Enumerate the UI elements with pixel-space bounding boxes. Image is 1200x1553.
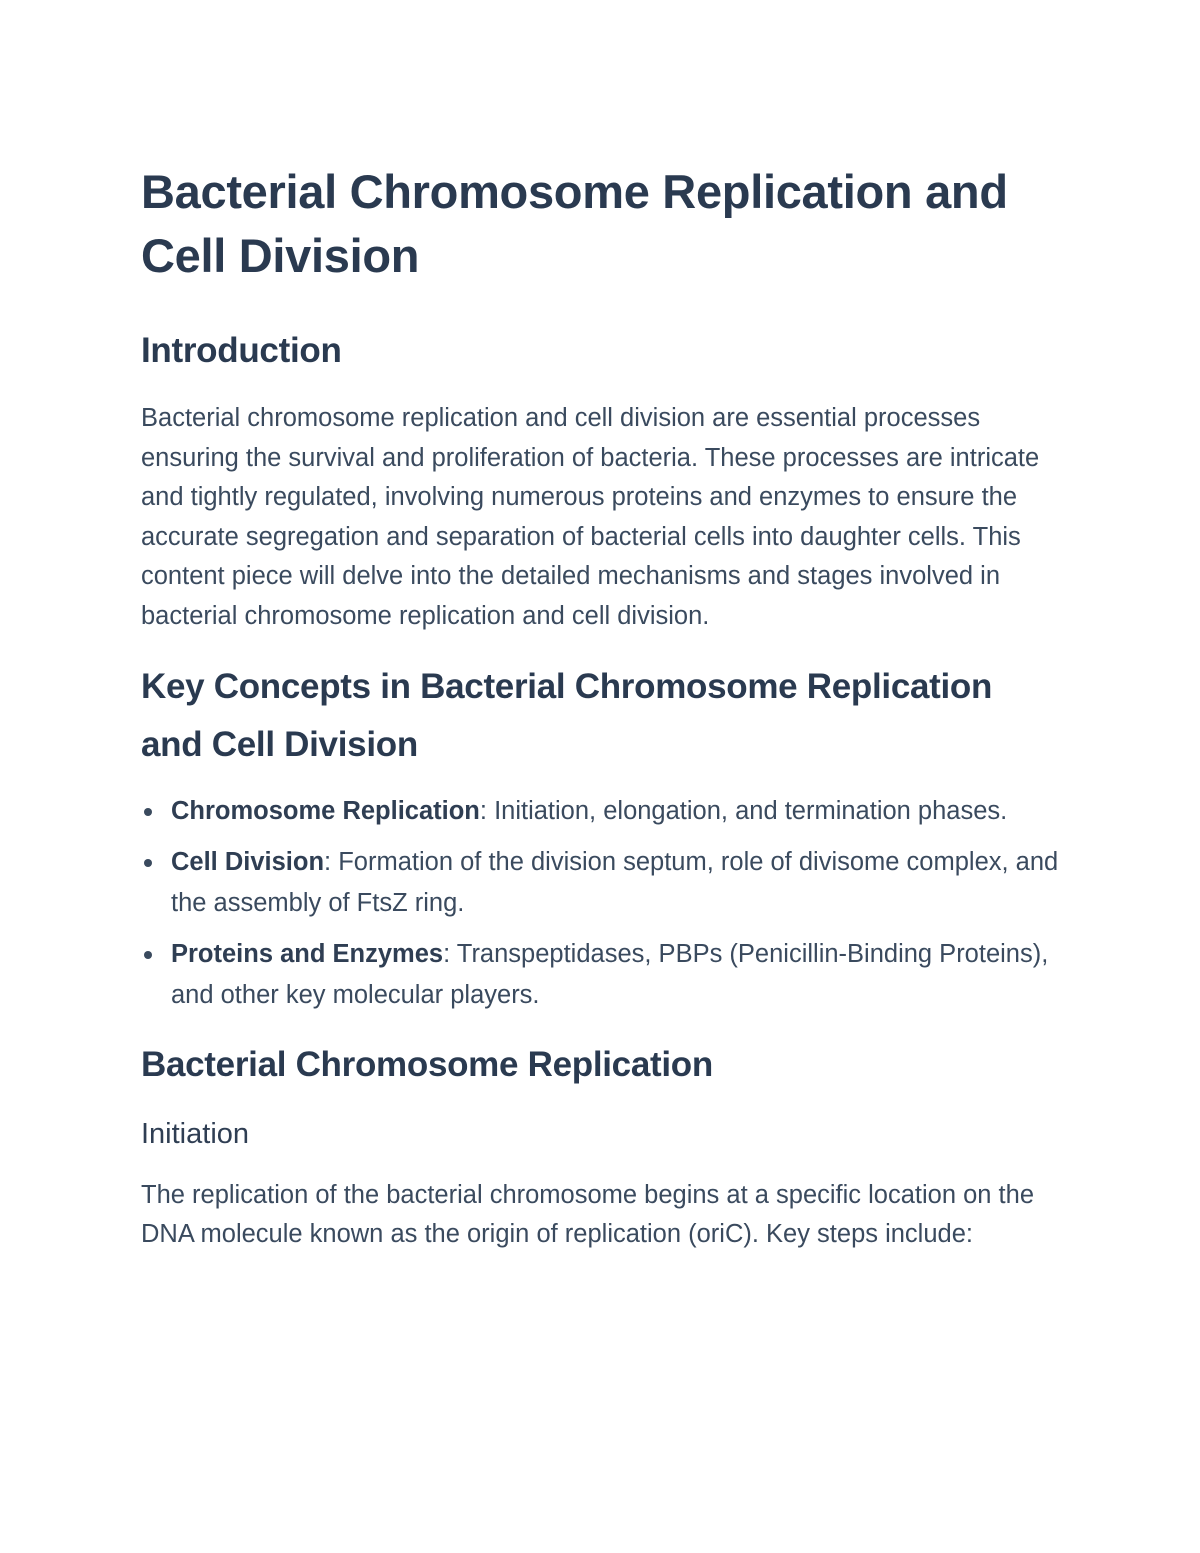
list-item-text: Formation of the division septum, role of divisome complex, and the assembly of FtsZ ring. <box>171 847 1059 917</box>
list-item <box>141 791 1061 832</box>
list-item-text: Transpeptidases, PBPs (Penicillin-Binding Proteins), and other key molecular players. <box>171 939 1049 1009</box>
bullet-icon <box>144 808 152 816</box>
bullet-icon <box>144 951 152 959</box>
key-concepts-list <box>141 791 1061 1016</box>
initiation-paragraph: The replication of the bacterial chromosome begins at a specific location on the DNA molecule known as the origin of replication (oriC). Key steps include: <box>141 1180 1034 1249</box>
list-item-separator: : <box>443 939 451 968</box>
introduction-paragraph: Bacterial chromosome replication and cell division are essential processes ensuring the survival and proliferation of bacteria. These processes are intricate and tightly regulated, involving numerous proteins and enzymes to ensure the accurate segregation and separation of bacterial cells into daughter cells. This content piece will delve into the detailed mechanisms and stages involved in bacterial chromosome replication and cell division. <box>141 404 1040 630</box>
list-item-term: Cell Division <box>171 847 325 876</box>
list-item-term: Proteins and Enzymes <box>171 939 444 968</box>
list-item <box>141 934 1061 1016</box>
list-item-term: Chromosome Replication <box>171 796 480 825</box>
list-item-separator: : <box>479 796 487 825</box>
replication-heading: Bacterial Chromosome Replication <box>141 1044 713 1084</box>
list-item-text: Initiation, elongation, and termination phases. <box>486 796 1008 825</box>
document-page <box>141 160 1061 1255</box>
document-title: Bacterial Chromosome Replication and Cell Division <box>141 165 1008 282</box>
introduction-heading: Introduction <box>141 331 342 370</box>
bullet-icon <box>144 859 152 867</box>
list-item-separator: : <box>324 847 332 876</box>
list-item <box>141 842 1061 924</box>
initiation-heading: Initiation <box>141 1117 250 1150</box>
key-concepts-heading: Key Concepts in Bacterial Chromosome Replication and Cell Division <box>141 666 993 764</box>
